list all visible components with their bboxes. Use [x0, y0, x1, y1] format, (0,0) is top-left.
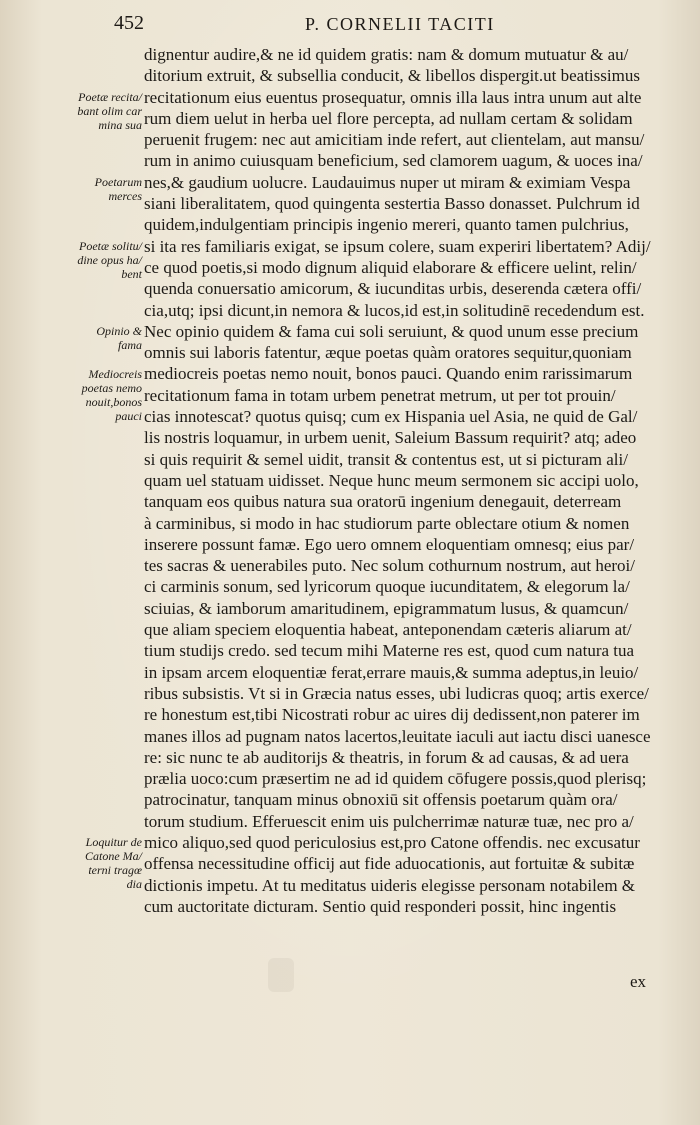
text-line: tium studijs credo. sed tecum mihi Materne res est, quod cum natura tua	[144, 641, 635, 661]
text-line: offensa necessitudine officij aut fide aduocationis, aut fortuitæ & subitæ	[144, 854, 635, 874]
text-line: quam uel statuam uidisset. Neque hunc meum sermonem sic accipi uolo,	[144, 470, 639, 490]
margin-note-line: Catone Ma/	[85, 849, 142, 864]
text-line: lis nostris loquamur, in urbem uenit, Saleium Bassum requirit? atq; adeo	[144, 428, 637, 448]
margin-note-line: mina sua	[98, 117, 142, 132]
text-line: quidem,indulgentiam principis ingenio mereri, quanto tamen pulchrius,	[144, 215, 629, 235]
margin-note	[2, 90, 142, 132]
text-line: ribus subsistis. Vt si in Græcia natus esses, ubi ludicras quoq; artis exerce/	[144, 683, 649, 703]
margin-note-line: Opinio &	[96, 323, 142, 338]
text-line: prælia uoco:cum præsertim ne ad id quidem cōfugere possis,quod plerisq;	[144, 769, 647, 789]
catchword: ex	[630, 972, 647, 991]
text-line: re: sic nunc te ab auditorijs & theatris, in forum & ad causas, & ad uera	[144, 747, 629, 767]
margin-note	[2, 175, 142, 203]
margin-note-line: poetas nemo	[81, 380, 142, 395]
margin-note-line: fama	[118, 337, 142, 352]
text-line: cias innotescat? quotus quisq; cum ex Hispania uel Asia, ne quid de Gal/	[144, 407, 638, 427]
text-line: rum diem uelut in herba uel flore percepta, ad nullam certam & solidam	[144, 108, 633, 128]
text-line: ci carminis sonum, sed lyricorum quoque iucunditatem, & elegorum la/	[144, 577, 630, 597]
text-line: siani liberalitatem, quod quingenta sestertia Basso donasset. Pulchrum id	[144, 194, 640, 214]
text-line: nes,& gaudium uolucre. Laudauimus nuper ut miram & eximiam Vespa	[144, 172, 631, 192]
ink-show-through	[268, 958, 294, 992]
margin-note-line: terni tragœ	[88, 863, 142, 878]
text-line: in ipsam arcem eloquentiæ ferat,errare mauis,& summa adeptus,in leuio/	[144, 662, 639, 682]
page-number: 452	[114, 12, 144, 34]
margin-note-line: Loquitur de	[85, 835, 142, 850]
text-line: si ita res familiaris exigat, se ipsum colere, suam experiri libertatem? Adij/	[144, 236, 651, 256]
text-line: ce quod poetis,si modo dignum aliquid elaborare & efficere uelint, relin/	[144, 257, 637, 277]
text-line: mediocreis poetas nemo nouit, bonos pauci. Quando enim rarissimarum	[144, 364, 633, 384]
margin-note-line: Mediocreis	[88, 366, 142, 381]
margin-note	[2, 324, 142, 352]
text-line: mico aliquo,sed quod periculosius est,pro Catone offendis. nec excusatur	[144, 832, 640, 852]
margin-note-line: dine opus ha/	[77, 252, 142, 267]
text-line: ditorium extruit, & subsellia conducit, & libellos dispergit.ut beatissimus	[144, 66, 640, 86]
text-line: dignentur audire,& ne id quidem gratis: nam & domum mutuatur & au/	[144, 45, 629, 64]
margin-note-line: bant olim car	[77, 103, 142, 118]
text-line: cia,utq; ipsi dicunt,in nemora & lucos,id est,in solitudinē recedendum est.	[144, 300, 645, 320]
margin-notes	[0, 0, 142, 1125]
margin-note-line: nouit,bonos	[85, 394, 142, 409]
main-text-block	[144, 44, 684, 917]
text-line: tanquam eos quibus natura sua oratorū ingenium denegauit, deterream	[144, 492, 622, 512]
margin-note-line: bent	[121, 266, 142, 281]
text-line: rum in animo cuiusquam beneficium, sed clamorem uagum, & uoces ina/	[144, 151, 643, 171]
text-line: si quis requirit & semel uidit, transit & contentus est, ut si picturam ali/	[144, 449, 628, 469]
text-line: sciuias, & iamborum amaritudinem, epigrammatum lusus, & quamcun/	[144, 598, 629, 618]
running-head: P. CORNELII TACITI	[305, 14, 495, 34]
text-line: tes sacras & uenerabiles puto. Nec solum cothurnum nostrum, aut heroi/	[144, 556, 635, 576]
text-line: quenda conuersatio amicorum, & iucunditas urbis, deserenda cætera offi/	[144, 279, 642, 299]
text-line: Nec opinio quidem & fama cui soli seruiunt, & quod unum esse precium	[144, 321, 639, 341]
text-line: peruenit frugem: nec aut amicitiam inde refert, aut clientelam, aut mansu/	[144, 130, 645, 150]
margin-note-line: Poetarum	[94, 174, 142, 189]
margin-note-line: pauci	[115, 408, 142, 423]
margin-note-line: merces	[108, 188, 142, 203]
margin-note-line: Poetæ recita/	[78, 89, 142, 104]
text-line: cum auctoritate dicturam. Sentio quid responderi possit, hinc ingentis	[144, 896, 617, 916]
margin-note	[2, 835, 142, 891]
text-line: que aliam speciem eloquentia habeat, anteponendam cæteris aliarum at/	[144, 620, 632, 640]
text-line: manes illos ad pugnam natos lacertos,leuitate iaculi aut iactu disci uanesce	[144, 726, 651, 746]
text-line: à carminibus, si modo in hac studiorum parte oblectare otium & nomen	[144, 513, 630, 533]
margin-note-line: dia	[126, 877, 142, 892]
text-line: recitationum fama in totam urbem penetrat metrum, ut per tot prouin/	[144, 385, 616, 405]
text-line: re honestum est,tibi Nicostrati robur ac uires dij dedissent,non paterer im	[144, 705, 640, 725]
text-line: recitationum eius euentus prosequatur, omnis illa laus intra unum aut alte	[144, 87, 642, 107]
text-line: inserere possunt famæ. Ego uero omnem eloquentiam omnesq; eius par/	[144, 534, 635, 554]
margin-note	[2, 367, 142, 423]
text-line: patrocinatur, tanquam minus obnoxiū sit offensis poetarum quàm ora/	[144, 790, 618, 810]
margin-note	[2, 239, 142, 281]
text-line: torum studium. Efferuescit enim uis pulcherrimæ naturæ tuæ, nec pro a/	[144, 811, 634, 831]
text-line: dictionis impetu. At tu meditatus uideris elegisse personam notabilem &	[144, 875, 636, 895]
margin-note-line: Poetæ solitu/	[79, 238, 142, 253]
text-line: omnis sui laboris fatentur, æque poetas quàm oratores sequitur,quoniam	[144, 343, 632, 363]
